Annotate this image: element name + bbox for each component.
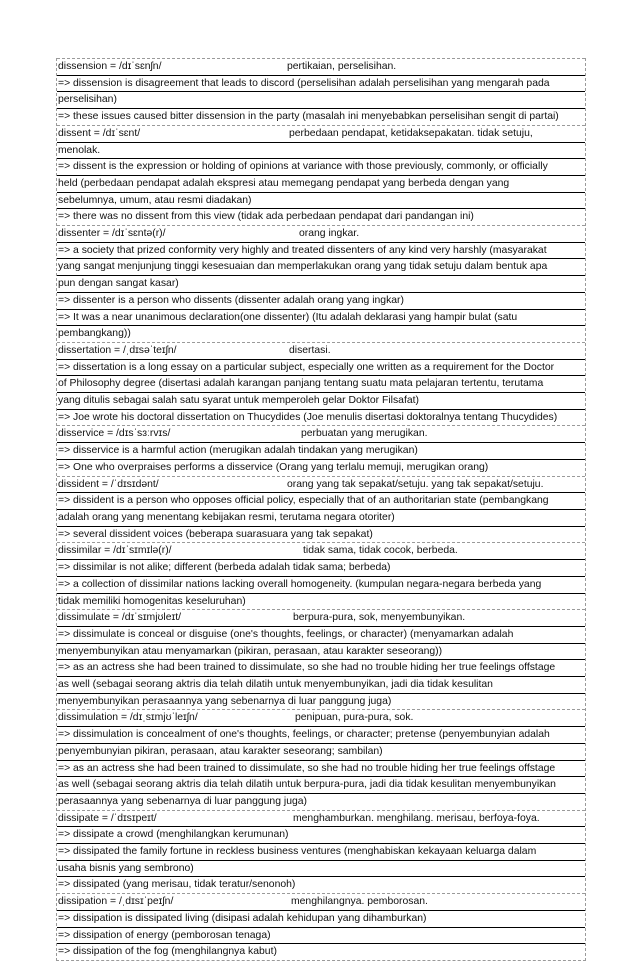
vocabulary-entry [57, 709, 585, 809]
entry-term: dissimulate = /dɪˈsɪmjʊleɪt/ [58, 612, 181, 624]
entry-meaning: orang yang tak sepakat/setuju. yang tak sepakat/setuju. [287, 478, 544, 490]
entry-example-line: => dissension is disagreement that leads to discord (perselisihan adalah perselisihan yang mengarah pada [57, 76, 585, 93]
entry-meaning: perbedaan pendapat, ketidaksepakatan. tidak setuju, [289, 127, 533, 139]
entry-example-line: menyembunyikan perasaannya yang sebenarnya di luar panggung juga) [58, 695, 392, 707]
entry-meaning-continuation: menolak. [57, 143, 585, 160]
entry-example-line: => dissipation is dissipated living (disipasi adalah kehidupan yang dihamburkan) [57, 911, 585, 928]
entry-example-line: => a collection of dissimilar nations lacking overall homogeneity. (kumpulan negara-negara berbeda yang [57, 577, 585, 594]
entry-example-line: of Philosophy degree (disertasi adalah karangan panjang tentang suatu mata pelajaran tertentu, terutama [57, 376, 585, 393]
vocabulary-entry [57, 225, 585, 342]
entry-meaning: pertikaian, perselisihan. [287, 61, 397, 72]
entry-example-line: => dissent is the expression or holding of opinions at variance with those previously, commonly, or officially [57, 159, 585, 176]
entry-meaning: menghamburkan. menghilang. merisau, berfoya-foya. [293, 812, 540, 824]
entry-example-line: as well (sebagai seorang aktris dia telah dilatih untuk berpura-pura, jadi dia tidak kesulitan menyembunyikan [57, 777, 585, 794]
entry-example-line: adalah orang yang menentang kebijakan resmi, terutama negara otoriter) [57, 510, 585, 527]
entry-headline [57, 811, 585, 828]
entry-meaning: tidak sama, tidak cocok, berbeda. [303, 545, 458, 557]
entry-term: dissertation = /ˌdɪsəˈteɪʃn/ [58, 344, 177, 356]
entry-example-line: sebelumnya, umum, atau resmi diadakan) [57, 193, 585, 210]
entry-example-line: => dissimilar is not alike; different (berbeda adalah tidak sama; berbeda) [57, 560, 585, 577]
entry-example-line: menyembunyikan atau menyamarkan (pikiran, perasaan, atau karakter seseorang)) [57, 644, 585, 661]
entry-example-line: => there was no dissent from this view (tidak ada perbedaan pendapat dari pandangan ini) [58, 211, 474, 223]
entry-example-line: usaha bisnis yang sembrono) [57, 861, 585, 878]
vocabulary-entry [57, 810, 585, 894]
entry-example-line: => It was a near unanimous declaration(one dissenter) (Itu adalah deklarasi yang hampir bulat (satu [57, 310, 585, 327]
entry-example-line: perasaannya yang sebenarnya di luar panggung juga) [58, 795, 307, 807]
entry-example-line: => One who overpraises performs a disservice (Orang yang terlalu memuji, merugikan orang) [58, 461, 489, 473]
vocabulary-entry [57, 476, 585, 543]
entry-example-line: => dissident is a person who opposes official policy, especially that of an authoritarian state (pembangkang [57, 493, 585, 510]
entry-example-line: pembangkang)) [58, 328, 131, 340]
entry-example-line: => dissimulation is concealment of one's thoughts, feelings, or character; pretense (penyembunyian adalah [57, 727, 585, 744]
entry-example-line: => a society that prized conformity very highly and treated dissenters of any kind very harshly (masyarakat [57, 243, 585, 260]
entry-example-line: penyembunyian pikiran, perasaan, atau karakter seseorang; sambilan) [57, 744, 585, 761]
entry-headline [57, 610, 585, 627]
entry-example-line: yang ditulis sebagai salah satu syarat untuk memperoleh gelar Doktor Filsafat) [57, 393, 585, 410]
entry-example-line: held (perbedaan pendapat adalah ekspresi atau memegang pendapat yang berbeda dengan yang [57, 176, 585, 193]
entry-example-line: => dissipation of the fog (menghilangnya kabut) [58, 946, 277, 958]
vocabulary-entry [57, 125, 585, 225]
entry-example-line: => as an actress she had been trained to dissimulate, so she had no trouble hiding her true feelings offstage [57, 660, 585, 677]
entry-term: disservice = /dɪsˈsɜːrvɪs/ [58, 428, 171, 440]
entry-example-line: => dissipated (yang merisau, tidak teratur/senonoh) [58, 879, 296, 891]
vocabulary-entry [57, 58, 585, 125]
entry-example-line: => Joe wrote his doctoral dissertation on Thucydides (Joe menulis disertasi doktoralnya tentang Thucydides) [58, 411, 558, 423]
entry-headline [57, 226, 585, 243]
entry-meaning: perbuatan yang merugikan. [301, 428, 428, 440]
entry-term: dissenter = /dɪˈsɛntə(r)/ [58, 228, 166, 240]
entry-term: dissension = /dɪˈsɛnʃn/ [58, 61, 162, 72]
entry-headline [57, 543, 585, 560]
entry-example-line: => disservice is a harmful action (merugikan adalah tindakan yang merugikan) [57, 443, 585, 460]
entry-term: dissent = /dɪˈsɛnt/ [58, 127, 141, 139]
vocabulary-entry [57, 893, 585, 960]
entry-meaning: penipuan, pura-pura, sok. [295, 712, 414, 724]
entry-headline [57, 477, 585, 494]
entry-meaning: berpura-pura, sok, menyembunyikan. [293, 612, 466, 624]
entry-example-line: pun dengan sangat kasar) [57, 276, 585, 293]
vocabulary-list [56, 58, 586, 961]
entry-term: dissimulation = /dɪˌsɪmjʊˈleɪʃn/ [58, 712, 198, 724]
entry-term: dissimilar = /dɪˈsɪmɪlə(r)/ [58, 545, 172, 557]
entry-example-line: as well (sebagai seorang aktris dia telah dilatih untuk menyembunyikan, jadi dia tidak kesulitan [57, 677, 585, 694]
entry-example-line: => several dissident voices (beberapa suarasuara yang tak sepakat) [58, 528, 373, 540]
entry-example-line: => dissipation of energy (pemborosan tenaga) [57, 928, 585, 945]
entry-meaning: menghilangnya. pemborosan. [291, 896, 428, 908]
entry-term: dissipation = /ˌdɪsɪˈpeɪʃn/ [58, 896, 174, 908]
entry-example-line: perselisihan) [57, 92, 585, 109]
entry-headline [57, 126, 585, 143]
entry-example-line: => dissipate a crowd (menghilangkan kerumunan) [57, 827, 585, 844]
entry-meaning: orang ingkar. [299, 228, 360, 240]
entry-term: dissipate = /ˈdɪsɪpeɪt/ [58, 812, 157, 824]
entry-term: dissident = /ˈdɪsɪdənt/ [58, 478, 159, 490]
entry-meaning: disertasi. [289, 344, 331, 356]
entry-headline [57, 710, 585, 727]
vocabulary-entry [57, 425, 585, 475]
entry-example-line: tidak memiliki homogenitas keseluruhan) [58, 595, 246, 607]
entry-example-line: => as an actress she had been trained to dissimulate, so she had no trouble hiding her true feelings offstage [57, 761, 585, 778]
vocabulary-entry [57, 542, 585, 609]
entry-headline [57, 59, 585, 76]
entry-example-line: => dissenter is a person who dissents (dissenter adalah orang yang ingkar) [57, 293, 585, 310]
entry-example-line: yang sangat menjunjung tinggi kesesuaian dan memperlakukan orang yang tidak setuju dalam bentuk apa [57, 259, 585, 276]
vocabulary-entry [57, 342, 585, 426]
entry-example-line: => these issues caused bitter dissension in the party (masalah ini menyebabkan perselisihan sengit di partai) [58, 111, 559, 123]
entry-headline [57, 343, 585, 360]
entry-example-line: => dissipated the family fortune in reckless business ventures (menghabiskan kekayaan keluarga dalam [57, 844, 585, 861]
vocabulary-entry [57, 609, 585, 709]
entry-headline [57, 426, 585, 443]
entry-example-line: => dissertation is a long essay on a particular subject, especially one written as a requirement for the Doctor [57, 360, 585, 377]
entry-example-line: => dissimulate is conceal or disguise (one's thoughts, feelings, or character) (menyamarkan adalah [57, 627, 585, 644]
